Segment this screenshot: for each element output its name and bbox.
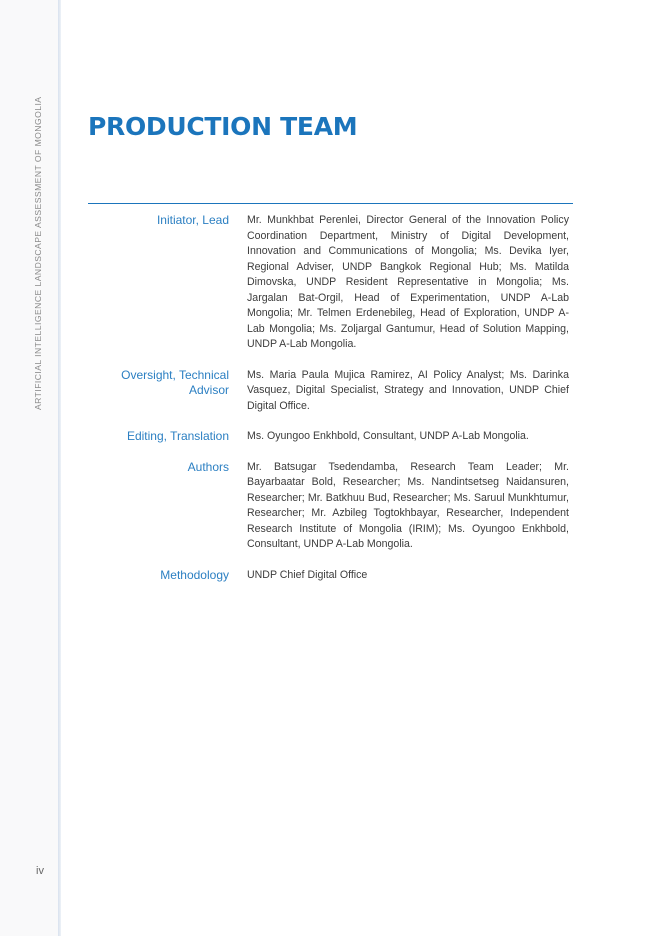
credit-names: Ms. Maria Paula Mujica Ramirez, AI Policy Analyst; Ms. Darinka Vasquez, Digital Specialist, Strategy and Innovation, UNDP Chief Digital Office. (247, 368, 569, 412)
credit-row-oversight (88, 368, 573, 415)
running-title: ARTIFICIAL INTELLIGENCE LANDSCAPE ASSESSMENT OF MONGOLIA (33, 96, 43, 410)
page-number: iv (36, 865, 44, 877)
page-title: PRODUCTION TEAM (88, 112, 358, 141)
credit-names: Mr. Munkhbat Perenlei, Director General of the Innovation Policy Coordination Department, Ministry of Digital Development, Innovation and Communications of Mongolia; Ms. Devika Iyer, Regional Adviser, UNDP Bangkok Regional Hub; Ms. Matilda Dimovska, UNDP Resident Representative in Mongolia; Ms. Jargalan Bat-Orgil, Head of Experimentation, UNDP A-Lab Mongolia; Mr. Telmen Erdenebileg, Head of Exploration, UNDP A-Lab Mongolia; Ms. Zoljargal Gantumur, Head of Solution Mapping, UNDP A-Lab Mongolia. (247, 214, 569, 350)
title-divider (88, 203, 573, 204)
credit-row-authors (88, 460, 573, 553)
credit-role: Authors (187, 459, 229, 474)
sidebar-divider (58, 0, 61, 936)
credit-row-methodology (88, 568, 573, 584)
credit-role: Methodology (160, 567, 229, 582)
credit-row-initiator (88, 213, 573, 353)
credit-row-editing (88, 429, 573, 445)
credit-names: Mr. Batsugar Tsedendamba, Research Team Leader; Mr. Bayarbaatar Bold, Researcher; Ms. Nandintsetseg Naidansuren, Researcher; Mr. Batkhuu Bud, Researcher; Ms. Saruul Munkhtumur, Researcher; Mr. Azbileg Togtokhbayar, Researcher, Independent Research Institute of Mongolia (IRIM); Ms. Oyungoo Enkhbold, Consultant, UNDP A-Lab Mongolia. (247, 460, 569, 550)
sidebar-margin (0, 0, 58, 936)
credit-role: Initiator, Lead (156, 213, 229, 227)
credit-names: UNDP Chief Digital Office (247, 568, 368, 581)
credit-role: Oversight, Technical Advisor (121, 367, 229, 397)
credit-names: Ms. Oyungoo Enkhbold, Consultant, UNDP A-Lab Mongolia. (247, 430, 529, 442)
credit-role: Editing, Translation (126, 429, 229, 443)
credits-list (88, 213, 573, 598)
